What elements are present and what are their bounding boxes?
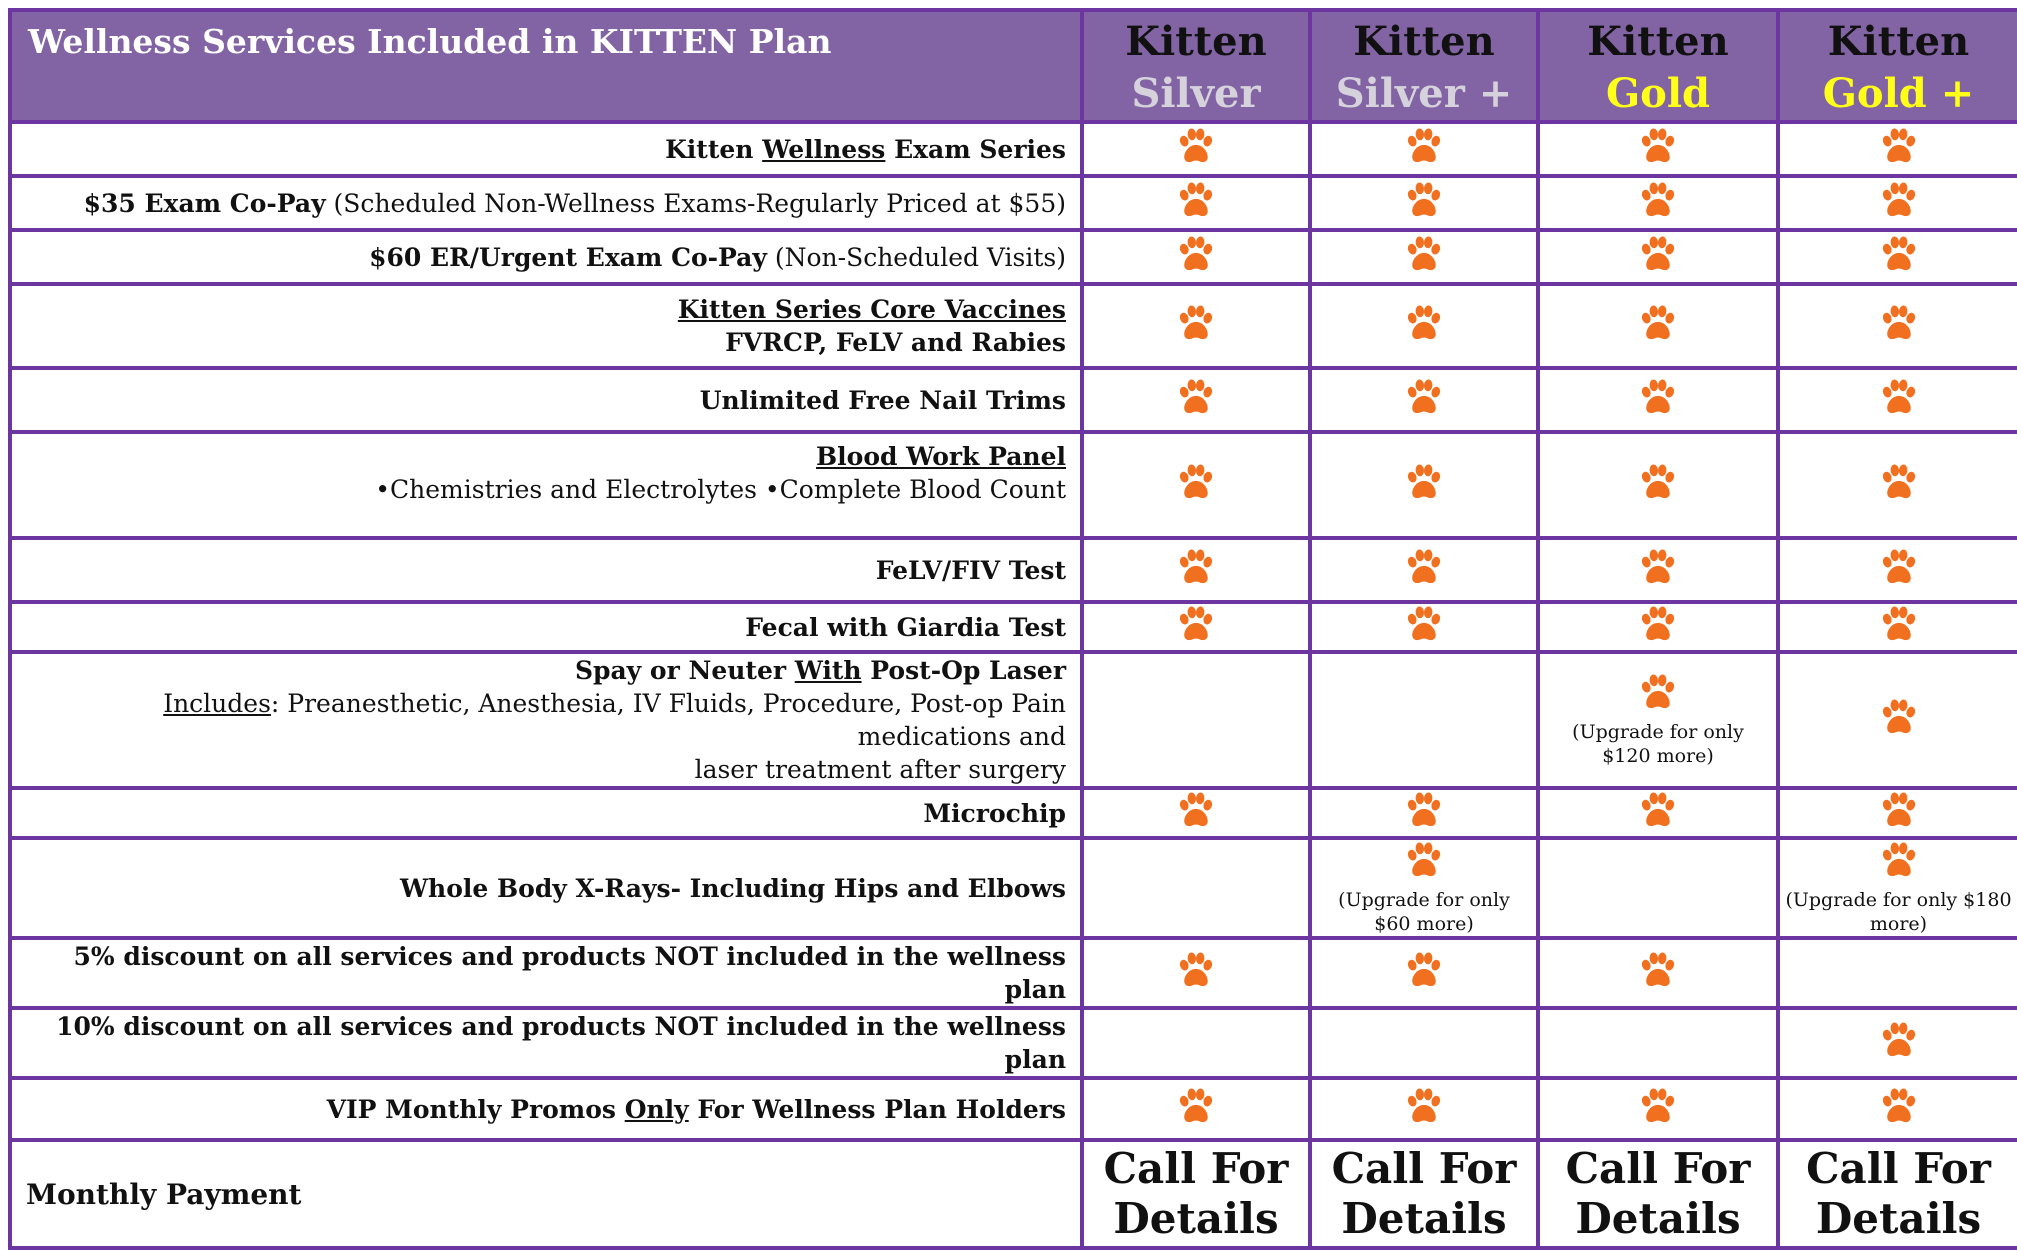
paw-print-icon	[1637, 377, 1679, 419]
service-text: Exam Series	[885, 134, 1066, 164]
paw-print-icon	[1637, 790, 1679, 832]
upgrade-note: more)	[1869, 913, 1928, 935]
paw-print-icon	[1403, 462, 1445, 504]
not-included-cell	[1310, 1008, 1538, 1078]
service-text: For Wellness Plan Holders	[688, 1094, 1066, 1124]
paw-print-icon	[1878, 1020, 1920, 1062]
not-included-cell	[1538, 1008, 1778, 1078]
service-cell	[10, 122, 1082, 176]
not-included-cell	[1538, 838, 1778, 938]
service-cell	[10, 788, 1082, 838]
included-cell	[1310, 432, 1538, 538]
service-text: Microchip	[923, 798, 1066, 828]
table-row	[10, 122, 2017, 176]
service-detail: : Preanesthetic, Anesthesia, IV Fluids, Procedure, Post-op Pain medications and	[270, 689, 1066, 751]
paw-print-icon	[1175, 234, 1217, 276]
service-text: Whole Body X-Rays- Including Hips and Elbows	[399, 873, 1066, 903]
paw-print-icon	[1175, 950, 1217, 992]
service-text: Post-Op Laser	[861, 656, 1066, 685]
table-title: Wellness Services Included in KITTEN Plan	[10, 10, 1082, 122]
paw-print-icon	[1403, 377, 1445, 419]
paw-print-icon	[1175, 126, 1217, 168]
included-cell	[1778, 788, 2017, 838]
tier-level: Gold	[1605, 70, 1710, 117]
paw-print-icon	[1403, 840, 1445, 882]
not-included-cell	[1082, 838, 1310, 938]
payment-text: Call For	[1565, 1144, 1751, 1193]
service-cell	[10, 838, 1082, 938]
paw-print-icon	[1878, 377, 1920, 419]
included-cell	[1082, 538, 1310, 602]
service-text: Spay or Neuter	[574, 656, 795, 685]
not-included-cell	[1082, 652, 1310, 788]
included-cell	[1082, 230, 1310, 284]
tier-level: Gold +	[1822, 70, 1975, 117]
service-cell	[10, 230, 1082, 284]
included-cell	[1082, 368, 1310, 432]
paw-print-icon	[1403, 126, 1445, 168]
paw-print-icon	[1637, 547, 1679, 589]
included-cell	[1310, 122, 1538, 176]
included-cell	[1310, 1078, 1538, 1140]
paw-print-icon	[1878, 234, 1920, 276]
paw-print-icon	[1175, 790, 1217, 832]
paw-print-icon	[1175, 303, 1217, 345]
service-text: VIP Monthly Promos	[326, 1094, 625, 1124]
paw-print-icon	[1637, 180, 1679, 222]
service-underline: With	[794, 656, 862, 685]
upgrade-note: (Upgrade for only $180	[1785, 889, 2012, 911]
included-cell	[1310, 176, 1538, 230]
included-cell	[1538, 368, 1778, 432]
tier-name: Kitten	[1353, 18, 1495, 65]
payment-cell	[1538, 1140, 1778, 1248]
paw-print-icon	[1878, 547, 1920, 589]
service-cell	[10, 368, 1082, 432]
included-cell	[1778, 1008, 2017, 1078]
table-row	[10, 652, 2017, 788]
table-row	[10, 788, 2017, 838]
included-cell	[1538, 1078, 1778, 1140]
included-cell	[1082, 1078, 1310, 1140]
service-detail: laser treatment after surgery	[694, 755, 1066, 784]
service-underline: Only	[624, 1094, 689, 1124]
tier-header-silver	[1082, 10, 1310, 122]
service-cell	[10, 938, 1082, 1008]
included-cell	[1778, 538, 2017, 602]
paw-print-icon	[1637, 462, 1679, 504]
service-detail: (Non-Scheduled Visits)	[766, 242, 1066, 272]
included-cell	[1538, 602, 1778, 652]
not-included-cell	[1082, 1008, 1310, 1078]
paw-print-icon	[1175, 462, 1217, 504]
monthly-payment-label: Monthly Payment	[10, 1140, 1082, 1248]
table-row	[10, 284, 2017, 368]
included-cell	[1778, 652, 2017, 788]
payment-cell	[1310, 1140, 1538, 1248]
upgrade-note: $120 more)	[1602, 745, 1714, 767]
paw-print-icon	[1403, 303, 1445, 345]
included-cell	[1310, 788, 1538, 838]
paw-print-icon	[1637, 950, 1679, 992]
paw-print-icon	[1175, 547, 1217, 589]
table-row	[10, 602, 2017, 652]
service-text: $35 Exam Co-Pay	[83, 188, 326, 218]
upgrade-note: (Upgrade for only	[1572, 721, 1744, 743]
table-row	[10, 538, 2017, 602]
paw-print-icon	[1878, 697, 1920, 739]
service-text: FeLV/FIV Test	[875, 555, 1066, 585]
not-included-cell	[1310, 652, 1538, 788]
included-cell	[1082, 122, 1310, 176]
paw-print-icon	[1878, 126, 1920, 168]
included-cell	[1082, 788, 1310, 838]
paw-print-icon	[1878, 180, 1920, 222]
table-row	[10, 432, 2017, 538]
included-cell	[1310, 838, 1538, 938]
tier-header-gold-plus	[1778, 10, 2017, 122]
service-cell	[10, 1008, 1082, 1078]
payment-text: Details	[1113, 1194, 1279, 1243]
included-cell	[1778, 368, 2017, 432]
paw-print-icon	[1175, 377, 1217, 419]
included-cell	[1538, 788, 1778, 838]
included-cell	[1082, 432, 1310, 538]
paw-print-icon	[1175, 604, 1217, 646]
paw-print-icon	[1403, 180, 1445, 222]
included-cell	[1778, 1078, 2017, 1140]
service-text: $60 ER/Urgent Exam Co-Pay	[369, 242, 767, 272]
service-cell	[10, 1078, 1082, 1140]
included-cell	[1082, 938, 1310, 1008]
paw-print-icon	[1403, 234, 1445, 276]
not-included-cell	[1778, 938, 2017, 1008]
included-cell	[1310, 368, 1538, 432]
paw-print-icon	[1175, 180, 1217, 222]
wellness-plan-table	[8, 8, 2017, 1250]
included-cell	[1082, 176, 1310, 230]
service-detail: •Chemistries and Electrolytes •Complete Blood Count	[375, 475, 1066, 504]
included-cell	[1310, 538, 1538, 602]
service-text: FVRCP, FeLV and Rabies	[725, 328, 1066, 357]
service-underline: Wellness	[762, 134, 886, 164]
service-cell	[10, 176, 1082, 230]
service-cell	[10, 538, 1082, 602]
service-detail: (Scheduled Non-Wellness Exams-Regularly Priced at $55)	[325, 188, 1066, 218]
paw-print-icon	[1637, 234, 1679, 276]
included-cell	[1538, 176, 1778, 230]
included-cell	[1778, 176, 2017, 230]
service-cell	[10, 602, 1082, 652]
paw-print-icon	[1878, 462, 1920, 504]
service-heading: Blood Work Panel	[816, 442, 1066, 471]
included-cell	[1778, 122, 2017, 176]
payment-row	[10, 1140, 2017, 1248]
paw-print-icon	[1878, 303, 1920, 345]
tier-level: Silver	[1131, 70, 1261, 117]
included-cell	[1538, 230, 1778, 284]
service-text: Unlimited Free Nail Trims	[699, 385, 1066, 415]
included-cell	[1082, 284, 1310, 368]
upgrade-note: $60 more)	[1374, 913, 1474, 935]
paw-print-icon	[1637, 604, 1679, 646]
service-heading: Kitten Series Core Vaccines	[677, 295, 1066, 324]
payment-text: Details	[1575, 1194, 1741, 1243]
included-cell	[1538, 284, 1778, 368]
table-row	[10, 1008, 2017, 1078]
service-text: 5% discount on all services and products NOT included in the wellness plan	[73, 942, 1066, 1004]
paw-print-icon	[1878, 840, 1920, 882]
included-cell	[1538, 652, 1778, 788]
payment-cell	[1082, 1140, 1310, 1248]
paw-print-icon	[1403, 547, 1445, 589]
included-cell	[1310, 284, 1538, 368]
upgrade-note: (Upgrade for only	[1338, 889, 1510, 911]
payment-text: Call For	[1103, 1144, 1289, 1193]
includes-label: Includes	[163, 689, 271, 718]
payment-text: Details	[1815, 1194, 1982, 1243]
paw-print-icon	[1637, 1086, 1679, 1128]
included-cell	[1778, 602, 2017, 652]
paw-print-icon	[1403, 790, 1445, 832]
paw-print-icon	[1637, 672, 1679, 714]
tier-name: Kitten	[1125, 18, 1267, 65]
payment-text: Details	[1341, 1194, 1507, 1243]
included-cell	[1778, 838, 2017, 938]
service-text: 10% discount on all services and products NOT included in the wellness plan	[56, 1012, 1066, 1074]
paw-print-icon	[1878, 1086, 1920, 1128]
table-row	[10, 368, 2017, 432]
paw-print-icon	[1878, 790, 1920, 832]
service-cell	[10, 432, 1082, 538]
paw-print-icon	[1175, 1086, 1217, 1128]
service-text: Kitten	[665, 134, 763, 164]
included-cell	[1310, 602, 1538, 652]
tier-name: Kitten	[1587, 18, 1729, 65]
included-cell	[1310, 938, 1538, 1008]
included-cell	[1778, 284, 2017, 368]
paw-print-icon	[1403, 1086, 1445, 1128]
included-cell	[1778, 230, 2017, 284]
table-row	[10, 838, 2017, 938]
tier-name: Kitten	[1827, 18, 1970, 65]
included-cell	[1082, 602, 1310, 652]
service-cell	[10, 284, 1082, 368]
payment-text: Call For	[1331, 1144, 1517, 1193]
included-cell	[1538, 122, 1778, 176]
included-cell	[1538, 938, 1778, 1008]
table-row	[10, 938, 2017, 1008]
payment-text: Call For	[1806, 1144, 1991, 1193]
included-cell	[1538, 538, 1778, 602]
included-cell	[1310, 230, 1538, 284]
paw-print-icon	[1403, 950, 1445, 992]
tier-level: Silver +	[1335, 70, 1513, 117]
service-text: Fecal with Giardia Test	[745, 612, 1066, 642]
tier-header-silver-plus	[1310, 10, 1538, 122]
paw-print-icon	[1403, 604, 1445, 646]
included-cell	[1538, 432, 1778, 538]
paw-print-icon	[1637, 303, 1679, 345]
paw-print-icon	[1637, 126, 1679, 168]
service-cell	[10, 652, 1082, 788]
included-cell	[1778, 432, 2017, 538]
tier-header-gold	[1538, 10, 1778, 122]
table-row	[10, 230, 2017, 284]
table-row	[10, 176, 2017, 230]
payment-cell	[1778, 1140, 2017, 1248]
header-row	[10, 10, 2017, 122]
table-row	[10, 1078, 2017, 1140]
paw-print-icon	[1878, 604, 1920, 646]
